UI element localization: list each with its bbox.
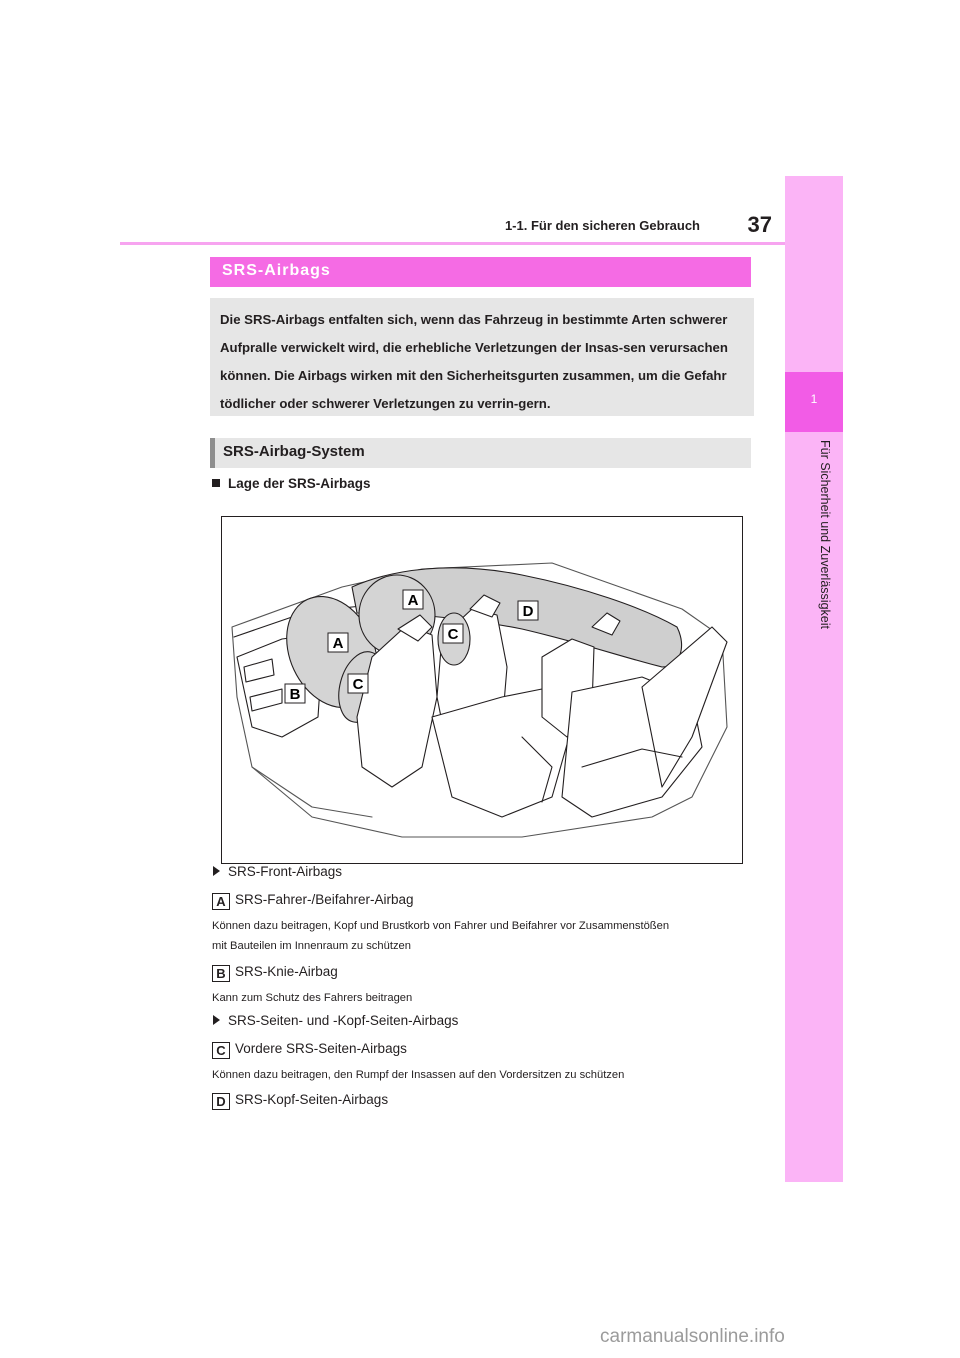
header-rule <box>120 242 785 245</box>
section-heading <box>210 257 751 287</box>
item-a-label: SRS-Fahrer-/Beifahrer-Airbag <box>235 892 414 907</box>
item-c-note: Können dazu beitragen, den Rumpf der Insassen auf den Vordersitzen zu schützen <box>212 1069 625 1081</box>
section-title: 1-1. Für den sicheren Gebrauch <box>504 218 700 233</box>
item-d-label: SRS-Kopf-Seiten-Airbags <box>235 1092 389 1107</box>
car-interior-illustration <box>222 517 742 863</box>
item-c-label: Vordere SRS-Seiten-Airbags <box>235 1041 407 1056</box>
callout-a-driver <box>328 633 348 652</box>
item-b-note: Kann zum Schutz des Fahrers beitragen <box>212 992 413 1004</box>
airbag-location-figure <box>221 516 743 864</box>
letter-d-box: D <box>212 1093 230 1110</box>
callout-c-driver-label: C <box>352 676 364 693</box>
item-c <box>212 1041 407 1059</box>
callout-d <box>518 601 538 620</box>
callout-c-passenger-label: C <box>447 626 459 643</box>
side-tab <box>785 176 843 1182</box>
triangle-bullet-icon <box>213 1015 220 1025</box>
intro-box <box>210 298 754 416</box>
section-heading-text: SRS-Airbags <box>222 262 331 279</box>
item-a-note-line-1: Können dazu beitragen, Kopf und Brustkorb von Fahrer und Beifahrer vor Zusammenstößen <box>212 920 670 932</box>
callout-d-label: D <box>522 603 534 620</box>
location-heading-text: Lage der SRS-Airbags <box>228 476 371 491</box>
page-number: 37 <box>747 212 772 237</box>
item-a-note <box>212 916 752 956</box>
callout-c-driver <box>348 674 368 693</box>
item-b <box>212 964 338 982</box>
subsection-heading <box>210 438 751 468</box>
chapter-number: 1 <box>810 392 818 406</box>
letter-a-box: A <box>212 893 230 910</box>
letter-b-box: B <box>212 965 230 982</box>
watermark: carmanualsonline.info <box>600 1326 785 1347</box>
callout-b-label: B <box>289 686 301 703</box>
callout-b <box>285 684 305 703</box>
callout-a-passenger-label: A <box>407 592 419 609</box>
intro-text: Die SRS-Airbags entfalten sich, wenn das Fahrzeug in bestimmte Arten schwerer Aufpralle verwickelt wird, die erhebliche Verletzungen der Insas-sen verursachen können. Die Airbags wirken mit den Sicherheitsgurten zusammen, um die Gefahr tödlicher oder schwerer Verletzungen zu verrin-gern. <box>220 312 728 411</box>
square-bullet-icon <box>212 479 220 487</box>
callout-c-passenger <box>443 624 463 643</box>
letter-c-box: C <box>212 1042 230 1059</box>
triangle-bullet-icon <box>213 866 220 876</box>
chapter-title: Für Sicherheit und Zuverlässigkeit <box>818 440 832 629</box>
item-d <box>212 1092 388 1110</box>
subsection-heading-text: SRS-Airbag-System <box>223 443 365 460</box>
location-heading <box>212 476 371 491</box>
callout-a-driver-label: A <box>332 635 344 652</box>
side-airbags-label: SRS-Seiten- und -Kopf-Seiten-Airbags <box>228 1013 459 1028</box>
side-airbags-group <box>213 1013 458 1028</box>
item-a <box>212 892 414 910</box>
front-airbags-label: SRS-Front-Airbags <box>228 864 343 879</box>
item-a-note-line-2: mit Bauteilen im Innenraum zu schützen <box>212 940 411 952</box>
item-b-label: SRS-Knie-Airbag <box>235 964 338 979</box>
front-airbags-group <box>213 864 342 879</box>
callout-a-passenger <box>403 590 423 609</box>
